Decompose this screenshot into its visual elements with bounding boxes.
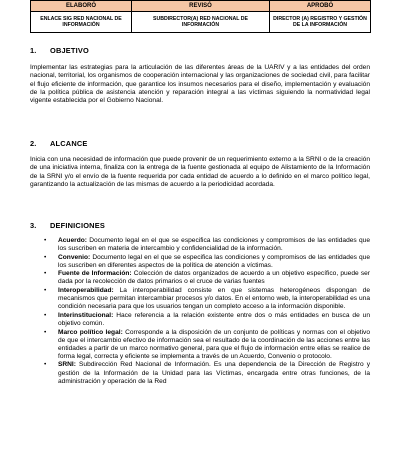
alcance-paragraph: Inicia con una necesidad de información que puede provenir de un requerimiento externo a la SRNI o de la creación de una iniciativa interna, finaliza con la entrega de la fuente gestionada al equipo de Alistamiento de la Información de la SRNI y/o el envío de la fuente requerida por cada entidad de acuerdo a lo definido en el marco político legal, garantizando la actualización de las mismas de acuerdo a la periodicidad acordada. — [30, 156, 370, 188]
bullet-icon: • — [44, 270, 47, 278]
definition-item — [44, 328, 371, 361]
definition-text: Documento legal en el que se especifica las condiciones y compromisos de las entidades que los suscriben en materia de intercambio y confidencialidad de la información. — [58, 237, 370, 253]
bullet-icon: • — [44, 361, 47, 369]
elaboro-label: ELABORÓ — [31, 1, 132, 12]
definition-item — [44, 253, 370, 270]
aprobo-label: APROBÓ — [270, 1, 371, 12]
definition-text: Colección de datos organizados de acuerdo a un objetivo específico, puede ser dada por la recolección de datos primarios o el cruce de varias fuentes — [58, 270, 371, 286]
section-heading: ALCANCE — [50, 139, 88, 148]
definition-item — [44, 270, 371, 286]
bullet-icon: • — [44, 287, 47, 295]
section-heading: DEFINICIONES — [50, 221, 105, 230]
definition-term: Acuerdo: — [58, 237, 87, 244]
definitions-list — [44, 237, 371, 386]
reviso-label: REVISÓ — [132, 1, 270, 12]
definition-text: Hace referencia a la relación existente entre dos o más entidades en busca de un objetivo común. — [58, 311, 370, 327]
elaboro-value: ENLACE SIG RED NACIONAL DE INFORMACIÓN — [31, 12, 132, 33]
aprobo-value: DIRECTOR (A) REGISTRO Y GESTIÓN DE LA INFORMACIÓN — [270, 12, 371, 33]
bullet-icon: • — [44, 253, 47, 261]
section-number: 2. — [30, 139, 37, 148]
approval-header-row — [31, 1, 371, 12]
approval-values-row — [31, 12, 371, 33]
section-number: 3. — [30, 221, 37, 230]
bullet-icon: • — [44, 328, 47, 336]
definition-text: La interoperabilidad consiste en que sistemas heterogéneos dispongan de mecanismos que permitan intercambiar procesos y/o datos. En el entorno web, la interoperabilidad es una condición necesaria para que los usuarios tengan un completo acceso a la información disponible. — [58, 287, 370, 311]
definition-term: Interinstitucional: — [58, 311, 114, 319]
section-heading: OBJETIVO — [50, 46, 89, 55]
definition-text: Subdirección Red Nacional de Información. Es una dependencia de la Dirección de Registro y gestión de la Información de la Unidad para las Víctimas, encargada entre otras funciones, de la administración y operación de la Red — [58, 361, 370, 385]
definition-term: Marco político legal: — [58, 328, 123, 336]
definition-term: Convenio: — [58, 253, 91, 261]
bullet-icon: • — [44, 311, 47, 319]
definition-term: Fuente de Información: — [58, 270, 132, 278]
section-title-alcance — [30, 139, 88, 148]
section-title-definiciones — [30, 221, 105, 230]
approval-table — [30, 0, 371, 33]
definition-text: Documento legal en el que se especifica las condiciones y compromisos de las entidades que los suscriben en diferentes aspectos de la política de atención a víctimas. — [58, 253, 370, 269]
definition-term: Interoperabilidad: — [58, 287, 114, 295]
reviso-value: SUBDIRECTOR(A) RED NACIONAL DE INFORMACIÓN — [132, 12, 270, 33]
bullet-icon: • — [44, 237, 47, 244]
definition-term: SRNI: — [58, 361, 76, 369]
definition-item — [44, 237, 370, 253]
section-title-objetivo — [30, 46, 89, 55]
definition-item — [44, 311, 370, 328]
definition-item — [44, 287, 370, 311]
objetivo-paragraph: Implementar las estrategias para la articulación de las diferentes áreas de la UARIV y a las entidades del orden nacional, territorial, los organismos de cooperación internacional y las organizaciones de sociedad civil, para facilitar el flujo eficiente de información, que garantice los insumos necesarios para el diseño, implementación y evaluación de la política pública de asistencia atención y reparación integral a las víctimas siguiendo la normatividad legal vigente establecida por el Gobierno Nacional. — [30, 64, 370, 105]
definition-item — [44, 361, 370, 385]
definition-text: Corresponde a la disposición de un conjunto de políticas y normas con el objetivo de que el intercambio efectivo de información sea el resultado de la coordinación de las acciones entre las entidades a partir de un marco normativo general, para que el flujo de información entre ellas se realice de forma legal, correcta y eficiente se implementa a través de un Acuerdo, Convenio o protocolo. — [58, 328, 371, 360]
section-number: 1. — [30, 46, 37, 55]
